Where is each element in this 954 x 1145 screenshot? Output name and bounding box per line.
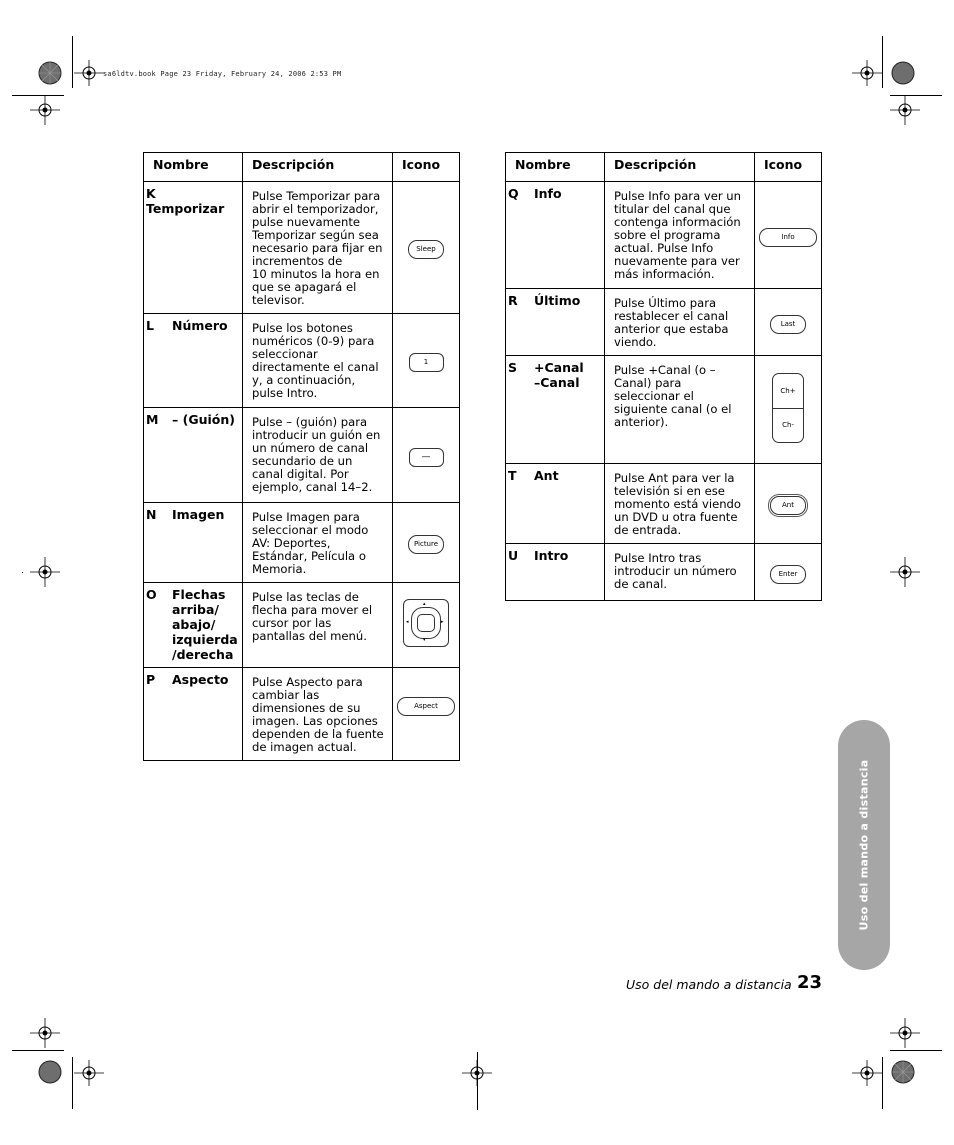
- number-button-icon: 1: [393, 314, 460, 408]
- last-button-icon: Last: [755, 289, 822, 356]
- row-name-cell: N Imagen: [144, 503, 243, 583]
- color-wheel-icon: [38, 1060, 62, 1084]
- row-description: Pulse Temporizar para abrir el temporizador, pulse nuevamente Temporizar según sea necesario para fijar en incrementos de 10 minutos la hora en que se apagará el televisor.: [243, 182, 393, 314]
- print-slug: sa6ldtv.book Page 23 Friday, February 24, 2006 2:53 PM: [103, 70, 342, 78]
- registration-target-icon: [890, 95, 920, 125]
- ant-button-icon: Ant: [755, 464, 822, 544]
- registration-target-icon: [852, 60, 882, 86]
- row-description: Pulse Aspecto para cambiar las dimensiones de su imagen. Las opciones dependen de la fuente de imagen actual.: [243, 668, 393, 761]
- registration-target-icon: [890, 557, 920, 587]
- page-number: 23: [797, 972, 823, 993]
- row-name-cell: L Número: [144, 314, 243, 408]
- row-name-cell: Q Info: [506, 182, 605, 289]
- table-row: [506, 544, 822, 601]
- footer-section-title: Uso del mando a distancia: [626, 977, 792, 992]
- remote-buttons-table-left: [143, 152, 460, 761]
- table-header-row: [506, 153, 822, 182]
- aspect-button-icon: Aspect: [393, 668, 460, 761]
- table-row: [144, 314, 460, 408]
- table-row: [506, 464, 822, 544]
- row-name-cell: T Ant: [506, 464, 605, 544]
- row-name-cell: U Intro: [506, 544, 605, 601]
- color-wheel-icon: [891, 1060, 915, 1084]
- table-header-row: [144, 153, 460, 182]
- remote-buttons-table-right: [505, 152, 822, 601]
- table-row: [144, 408, 460, 503]
- row-description: Pulse Último para restablecer el canal anterior que estaba viendo.: [605, 289, 755, 356]
- header-name: Nombre: [506, 153, 605, 182]
- dash-button-icon: —: [393, 408, 460, 503]
- table-row: [506, 356, 822, 464]
- sleep-button-icon: Sleep: [393, 182, 460, 314]
- row-description: Pulse los botones numéricos (0-9) para seleccionar directamente el canal y, a continuación, pulse Intro.: [243, 314, 393, 408]
- row-name-cell: O Flechas arriba/ abajo/ izquierda /derecha: [144, 583, 243, 668]
- registration-target-icon: [74, 60, 104, 86]
- header-name: Nombre: [144, 153, 243, 182]
- row-description: Pulse – (guión) para introducir un guión en un número de canal secundario de un canal digital. Por ejemplo, canal 14–2.: [243, 408, 393, 503]
- table-row: [144, 668, 460, 761]
- table-row: [144, 583, 460, 668]
- registration-target-icon: [30, 95, 60, 125]
- arrow-pad-icon: ▴ ▾ ◂ ▸: [393, 583, 460, 668]
- row-description: Pulse Info para ver un titular del canal que contenga información sobre el programa actual. Pulse Info nuevamente para ver más información.: [605, 182, 755, 289]
- table-row: [144, 503, 460, 583]
- registration-target-icon: [890, 1018, 920, 1048]
- registration-target-icon: [30, 557, 60, 587]
- info-button-icon: Info: [755, 182, 822, 289]
- row-name-cell: M – (Guión): [144, 408, 243, 503]
- table-row: [144, 182, 460, 314]
- row-description: Pulse Ant para ver la televisión si en ese momento está viendo un DVD u otra fuente de entrada.: [605, 464, 755, 544]
- header-icon: Icono: [755, 153, 822, 182]
- channel-rocker-icon: $\frac{Ch+}{Ch-}$: [755, 356, 822, 464]
- section-tab-label: Uso del mando a distancia: [857, 759, 871, 931]
- row-description: Pulse +Canal (o –Canal) para seleccionar el siguiente canal (o el anterior).: [605, 356, 755, 464]
- table-row: [506, 289, 822, 356]
- row-description: Pulse Intro tras introducir un número de canal.: [605, 544, 755, 601]
- header-description: Descripción: [243, 153, 393, 182]
- color-wheel-icon: [891, 61, 915, 85]
- row-description: Pulse las teclas de flecha para mover el cursor por las pantallas del menú.: [243, 583, 393, 668]
- registration-target-icon: [852, 1060, 882, 1086]
- row-name-cell: P Aspecto: [144, 668, 243, 761]
- enter-button-icon: Enter: [755, 544, 822, 601]
- row-name-cell: R Último: [506, 289, 605, 356]
- color-wheel-icon: [38, 61, 62, 85]
- registration-target-icon: [462, 1060, 492, 1086]
- header-icon: Icono: [393, 153, 460, 182]
- table-row: [506, 182, 822, 289]
- registration-target-icon: [74, 1060, 104, 1086]
- picture-button-icon: Picture: [393, 503, 460, 583]
- header-description: Descripción: [605, 153, 755, 182]
- row-description: Pulse Imagen para seleccionar el modo AV: Deportes, Estándar, Película o Memoria.: [243, 503, 393, 583]
- registration-target-icon: [30, 1018, 60, 1048]
- row-name-cell: KTemporizar: [144, 182, 243, 314]
- row-name-cell: S +Canal –Canal: [506, 356, 605, 464]
